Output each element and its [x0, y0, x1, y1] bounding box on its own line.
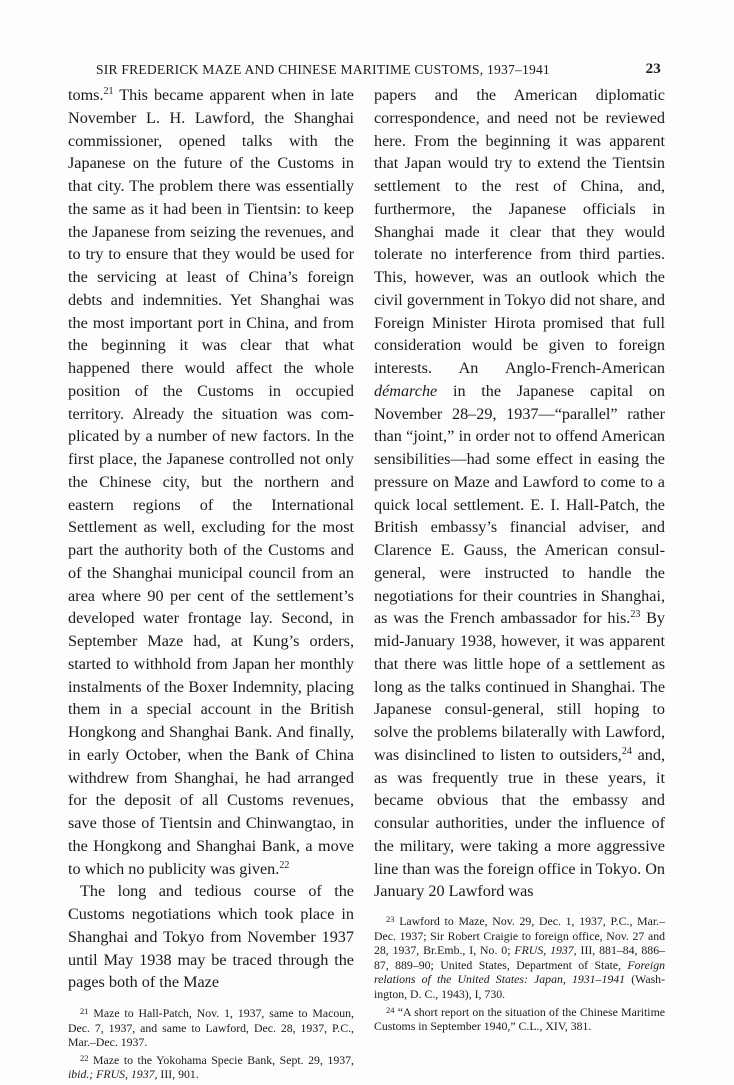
footnote-ref-21[interactable]: 21 [103, 86, 114, 97]
footnote-24: $^{24}$ “A short report on the situation of the Chinese Maritime Customs in September 1940,” C.L., XIV, 381. [374, 1004, 665, 1034]
footnote-23: $^{23}$ Lawford to Maze, Nov. 29, Dec. 1, 1937, P.C., Mar.–Dec. 1937; Sir Robert Craigie to foreign office, Nov. 27 and 28, 1937, Br.Emb., I, No. 0; FRUS, 1937, III, 881–84, 886–87, 889–90; United States, Department of State, Foreign relations of the United States: Japan, 1931–1941 (Washington, D. C., 1943), I, 730. [374, 914, 666, 1001]
left-column [68, 84, 354, 1085]
right-paragraph-1: papers and the American diplomatic correspondence, and need not be reviewed here. From the beginning it was apparent that Japan would try to extend the Tientsin settlement to the rest of China, and, furthermore, the Japanese officials in Shanghai made it clear that they would tolerate no interference from third parties. This, however, was an outlook which the civil government in Tokyo did not share, and Foreign Minister Hirota promised that full consideration would be given to foreign interests. An Anglo-French-American démarche in the Japanese capital on November 28–29, 1937—“parallel” rather than “joint,” in order not to offend American sensibilities—had some effect in easing the pressure on Maze and Lawford to come to a quick local settlement. E. I. Hall-Patch, the British embassy’s financial adviser, and Clarence E. Gauss, the American consul-general, were instructed to handle the negotiations for their countries in Shanghai, as was the French ambassador for his.$^{23}$ By mid-January 1938, however, it was apparent that there was little hope of a settlement as long as the talks continued in Shanghai. The Japanese consul-general, still hoping to solve the problems bilaterally with Lawford, was disinclined to listen to outsiders,$^{24}$ and, as was frequently true in these years, it became obvious that the embassy and consular authorities, under the influence of the military, were taking a more aggressive line than was the foreign office in Tokyo. On January 20 Lawford was [374, 86, 665, 901]
footnote-ref-22[interactable]: 22 [279, 859, 290, 871]
footnote-ref-24[interactable]: 24 [621, 745, 632, 757]
footnote-21: $^{21}$ Maze to Hall-Patch, Nov. 1, 1937, same to Macoun, Dec. 7, 1937, and same to Lawford, Dec. 28, 1937, P.C., Mar.–Dec. 1937. [68, 1006, 354, 1050]
right-footnotes [374, 914, 665, 1034]
footnote-ref-23[interactable]: 23 [630, 609, 641, 621]
left-paragraph-2: The long and tedious course of the Customs negotiations which took place in Shanghai and Tokyo from November 1937 until May 1938 may be traced through the pages both of the Maze [68, 882, 354, 992]
right-column [374, 84, 665, 1037]
left-footnotes [68, 1006, 354, 1082]
left-paragraph-1: toms.$^{21}$ This became apparent when in late November L. H. Lawford, the Shanghai commissioner, opened talks with the Japanese on the future of the Customs in that city. The problem there was essentially the same as it had been in Tientsin: to keep the Japanese from seizing the revenues, and to try to ensure that they would be used for the servicing at least of China’s foreign debts and indemnities. Yet Shanghai was the most important port in China, and from the beginning it was clear that what happened there would affect the whole position of the Customs in occupied territory. Already the situation was complicated by a number of new factors. In the first place, the Japanese controlled not only the Chinese city, but the northern and eastern regions of the International Settlement as well, excluding for the most part the authority both of the Customs and of the Shanghai municipal council from an area where 90 per cent of the settlement’s developed water frontage lay. Second, in September Maze had, at Kung’s orders, started to withhold from Japan her monthly instalments of the Boxer Indemnity, placing them in a special account in the British Hongkong and Shanghai Bank. And finally, in early October, when the Bank of China withdrew from Shanghai, he had arranged for the deposit of all Customs revenues, save those of Tientsin and Chinwangtao, in the Hongkong and Shanghai Bank, a move to which no publicity was given.$^{22}$ [68, 86, 354, 878]
page-number: 23 [645, 61, 661, 77]
running-head-title: SIR FREDERICK MAZE AND CHINESE MARITIME CUSTOMS, 1937–1941 [96, 62, 550, 77]
running-head [96, 58, 661, 84]
footnote-22: $^{22}$ Maze to the Yokohama Specie Bank, Sept. 29, 1937, ibid.; FRUS, 1937, III, 901. [68, 1052, 354, 1082]
